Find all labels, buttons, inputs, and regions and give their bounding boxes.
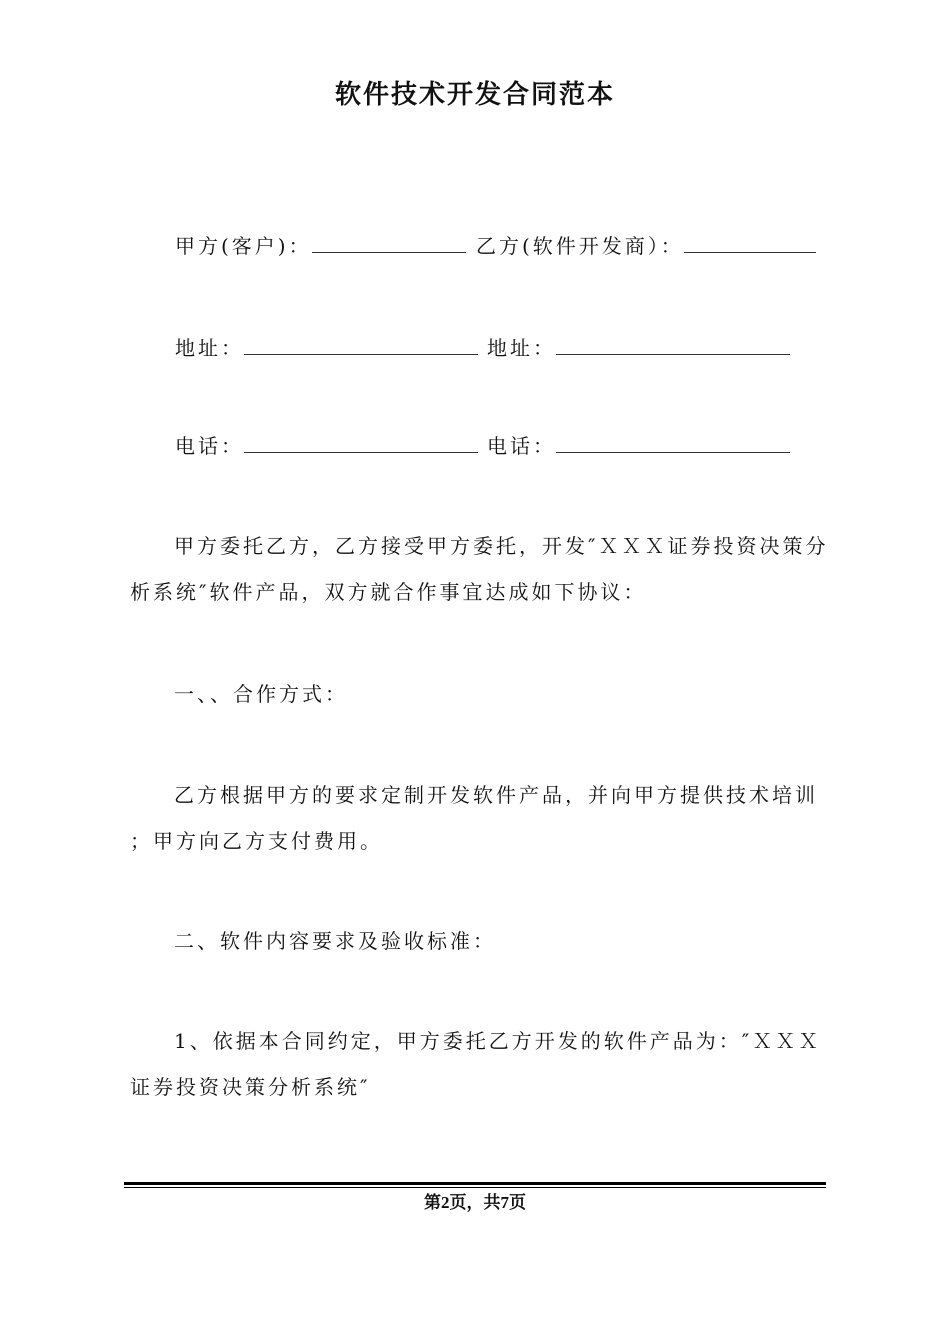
address-b-label: 地址：: [487, 336, 556, 360]
phone-b-label: 电话：: [487, 434, 556, 458]
phone-a-label: 电话：: [175, 434, 244, 458]
document-title: 软件技术开发合同范本: [334, 80, 615, 110]
address-a-line: [175, 334, 478, 362]
party-a-blank: [312, 232, 466, 253]
phone-a-blank: [244, 432, 478, 453]
party-line: [175, 232, 466, 260]
section2-item1: 1、依据本合同约定，甲方委托乙方开发的软件产品为：″ＸＸＸ证券投资决策分析系统″: [130, 1029, 822, 1099]
phone-a-line: [175, 432, 478, 460]
intro-paragraph: 甲方委托乙方，乙方接受甲方委托，开发″ＸＸＸ证券投资决策分析系统″软件产品，双方就合作事宜达成如下协议：: [130, 534, 829, 604]
footer-rule: [124, 1182, 826, 1185]
phone-b-line: [487, 432, 790, 460]
address-b-line: [487, 334, 790, 362]
address-a-label: 地址：: [175, 336, 244, 360]
party-b-blank: [684, 232, 816, 253]
phone-b-blank: [556, 432, 790, 453]
address-a-blank: [244, 334, 478, 355]
party-b-label: 乙方(软件开发商）：: [476, 234, 684, 258]
section1-heading: 一、、合作方式：: [174, 682, 348, 706]
page-number: 第2页，共7页: [424, 1193, 526, 1212]
section2-heading: 二、软件内容要求及验收标准：: [174, 929, 496, 953]
party-b-line: [476, 232, 816, 260]
section1-body: 乙方根据甲方的要求定制开发软件产品，并向甲方提供技术培训 ；甲方向乙方支付费用。: [130, 783, 818, 853]
party-a-label: 甲方(客户)：: [175, 234, 312, 258]
address-b-blank: [556, 334, 790, 355]
